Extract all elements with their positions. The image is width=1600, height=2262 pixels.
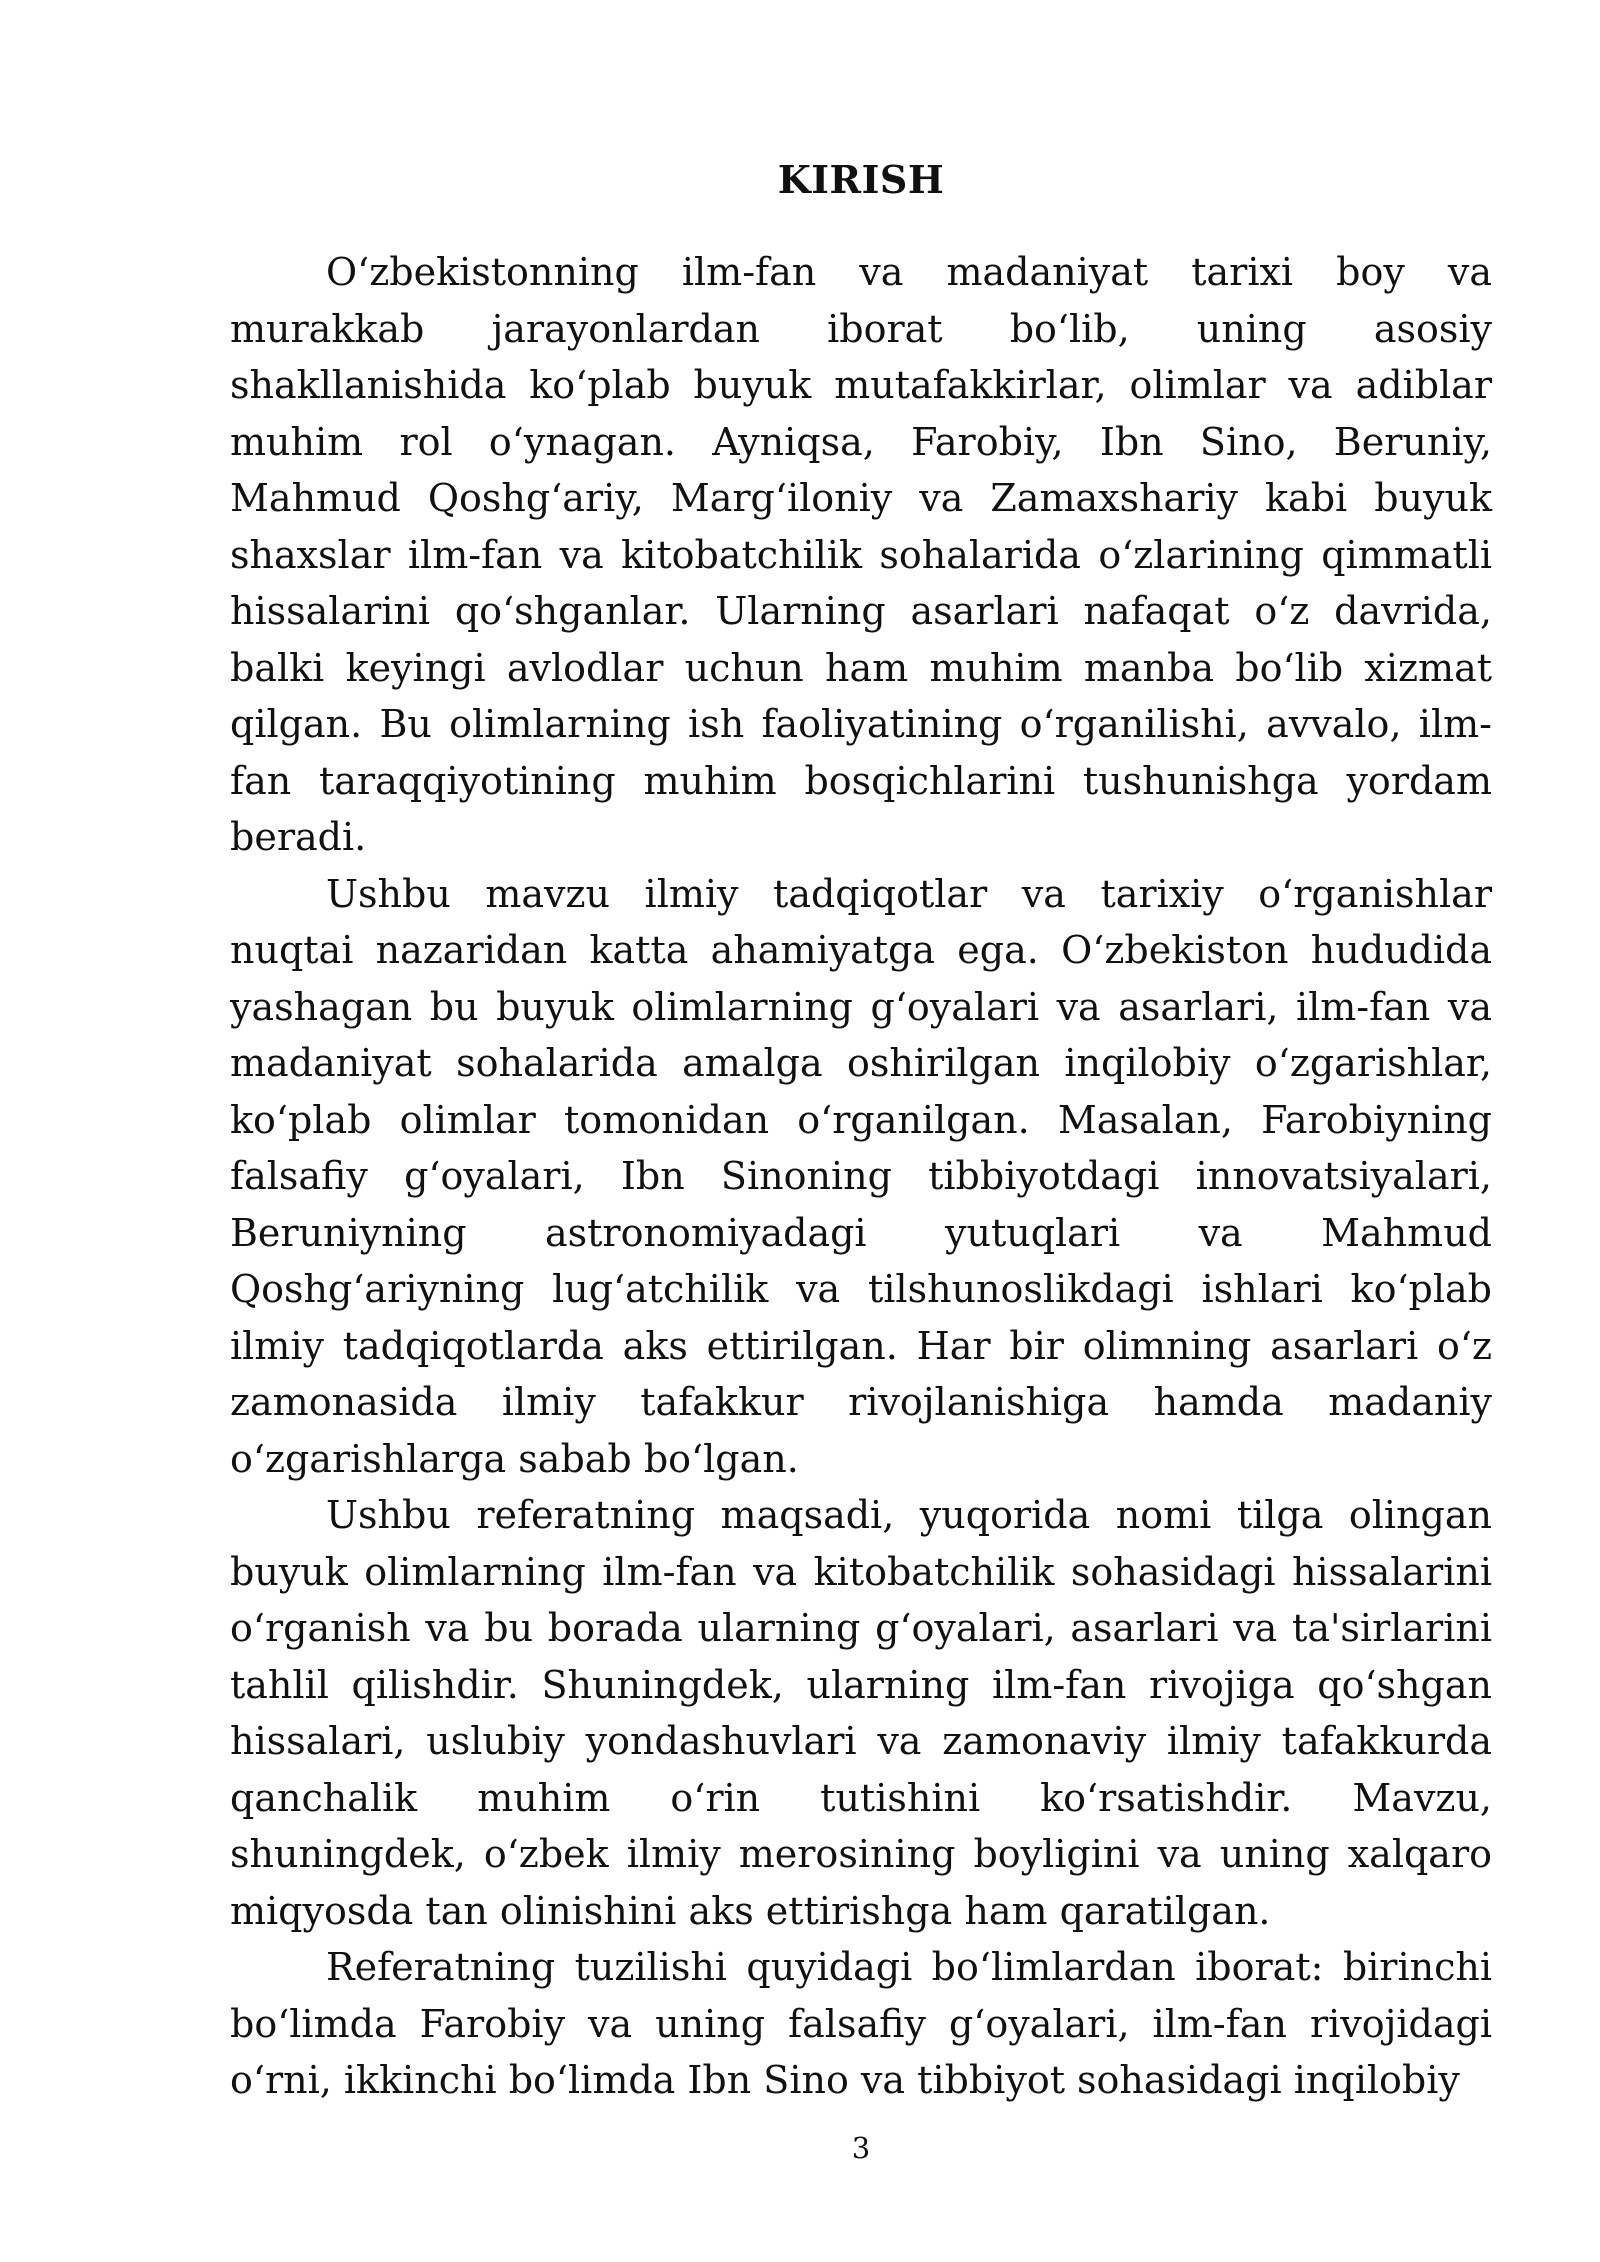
body-text <box>230 244 1492 2109</box>
paragraph-3: Ushbu referatning maqsadi, yuqorida nomi tilga olingan buyuk olimlarning ilm-fan va kitobatchilik sohasidagi hissalarini o‘rganish va bu borada ularning g‘oyalari, asarlari va ta'sirlarini tahlil qilishdir. Shuningdek, ularning ilm-fan rivojiga qo‘shgan hissalari, uslubiy yondashuvlari va zamonaviy ilmiy tafakkurda qanchalik muhim o‘rin tutishini ko‘rsatishdir. Mavzu, shuningdek, o‘zbek ilmiy merosining boyligini va uning xalqaro miqyosda tan olinishini aks ettirishga ham qaratilgan. <box>230 1493 1492 1933</box>
paragraph-2: Ushbu mavzu ilmiy tadqiqotlar va tarixiy o‘rganishlar nuqtai nazaridan katta ahamiyatga ega. O‘zbekiston hududida yashagan bu buyuk olimlarning g‘oyalari va asarlari, ilm-fan va madaniyat sohalarida amalga oshirilgan inqilobiy o‘zgarishlar, ko‘plab olimlar tomonidan o‘rganilgan. Masalan, Farobiyning falsafiy g‘oyalari, Ibn Sinoning tibbiyotdagi innovatsiyalari, Beruniyning astronomiyadagi yutuqlari va Mahmud Qoshg‘ariyning lug‘atchilik va tilshunoslikdagi ishlari ko‘plab ilmiy tadqiqotlarda aks ettirilgan. Har bir olimning asarlari o‘z zamonasida ilmiy tafakkur rivojlanishiga hamda madaniy o‘zgarishlarga sabab bo‘lgan. <box>230 871 1492 1481</box>
paragraph-1: O‘zbekistonning ilm-fan va madaniyat tarixi boy va murakkab jarayonlardan iborat bo‘lib, uning asosiy shakllanishida ko‘plab buyuk mutafakkirlar, olimlar va adiblar muhim rol o‘ynagan. Ayniqsa, Farobiy, Ibn Sino, Beruniy, Mahmud Qoshg‘ariy, Marg‘iloniy va Zamaxshariy kabi buyuk shaxslar ilm-fan va kitobatchilik sohalarida o‘zlarining qimmatli hissalarini qo‘shganlar. Ularning asarlari nafaqat o‘z davrida, balki keyingi avlodlar uchun ham muhim manba bo‘lib xizmat qilgan. Bu olimlarning ish faoliyatining o‘rganilishi, avvalo, ilm-fan taraqqiyotining muhim bosqichlarini tushunishga yordam beradi. <box>230 250 1492 859</box>
section-title: KIRISH <box>777 157 945 202</box>
page-number: 3 <box>851 2131 871 2165</box>
paragraph-4: Referatning tuzilishi quyidagi bo‘limlardan iborat: birinchi bo‘limda Farobiy va uning falsafiy g‘oyalari, ilm-fan rivojidagi o‘rni, ikkinchi bo‘limda Ibn Sino va tibbiyot sohasidagi inqilobiy <box>230 1945 1492 2102</box>
